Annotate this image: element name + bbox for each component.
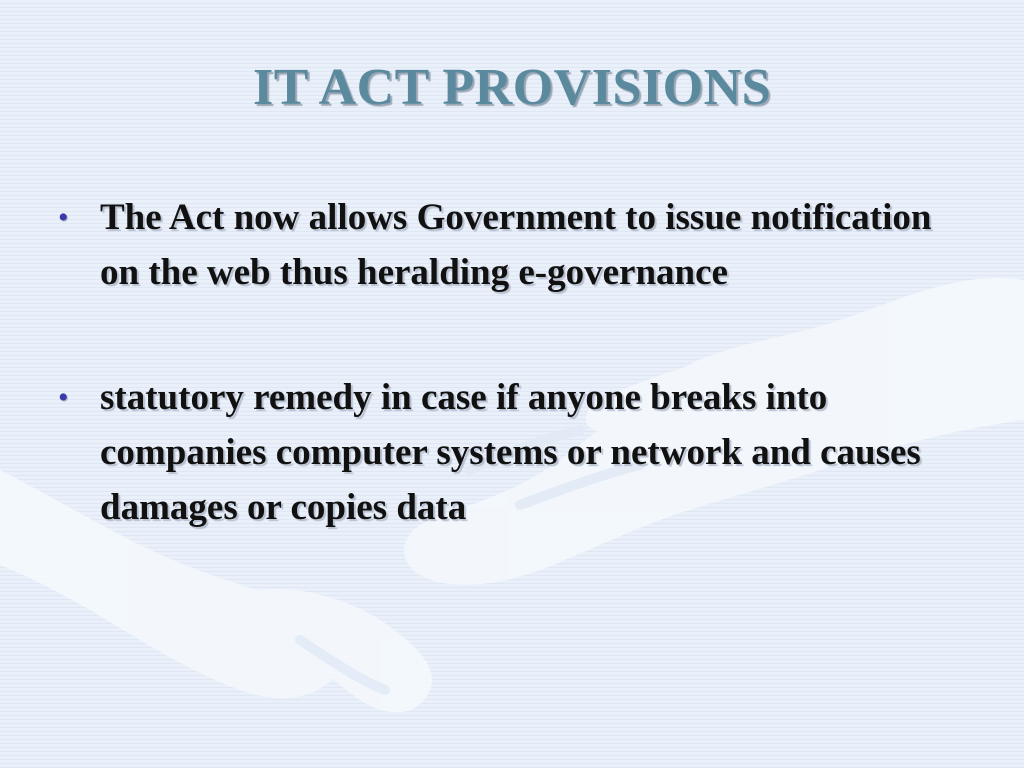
list-item [58,190,958,300]
bullet-text: The Act now allows Government to issue notification on the web thus heralding e-governance [100,197,932,293]
bullet-list [58,190,958,605]
slide-title: IT ACT PROVISIONS [252,59,772,116]
list-item [58,370,958,535]
bullet-dot-icon: • [58,381,69,414]
bullet-text: statutory remedy in case if anyone breaks into companies computer systems or network and causes damages or copies data [100,377,921,528]
bullet-dot-icon: • [58,201,69,234]
